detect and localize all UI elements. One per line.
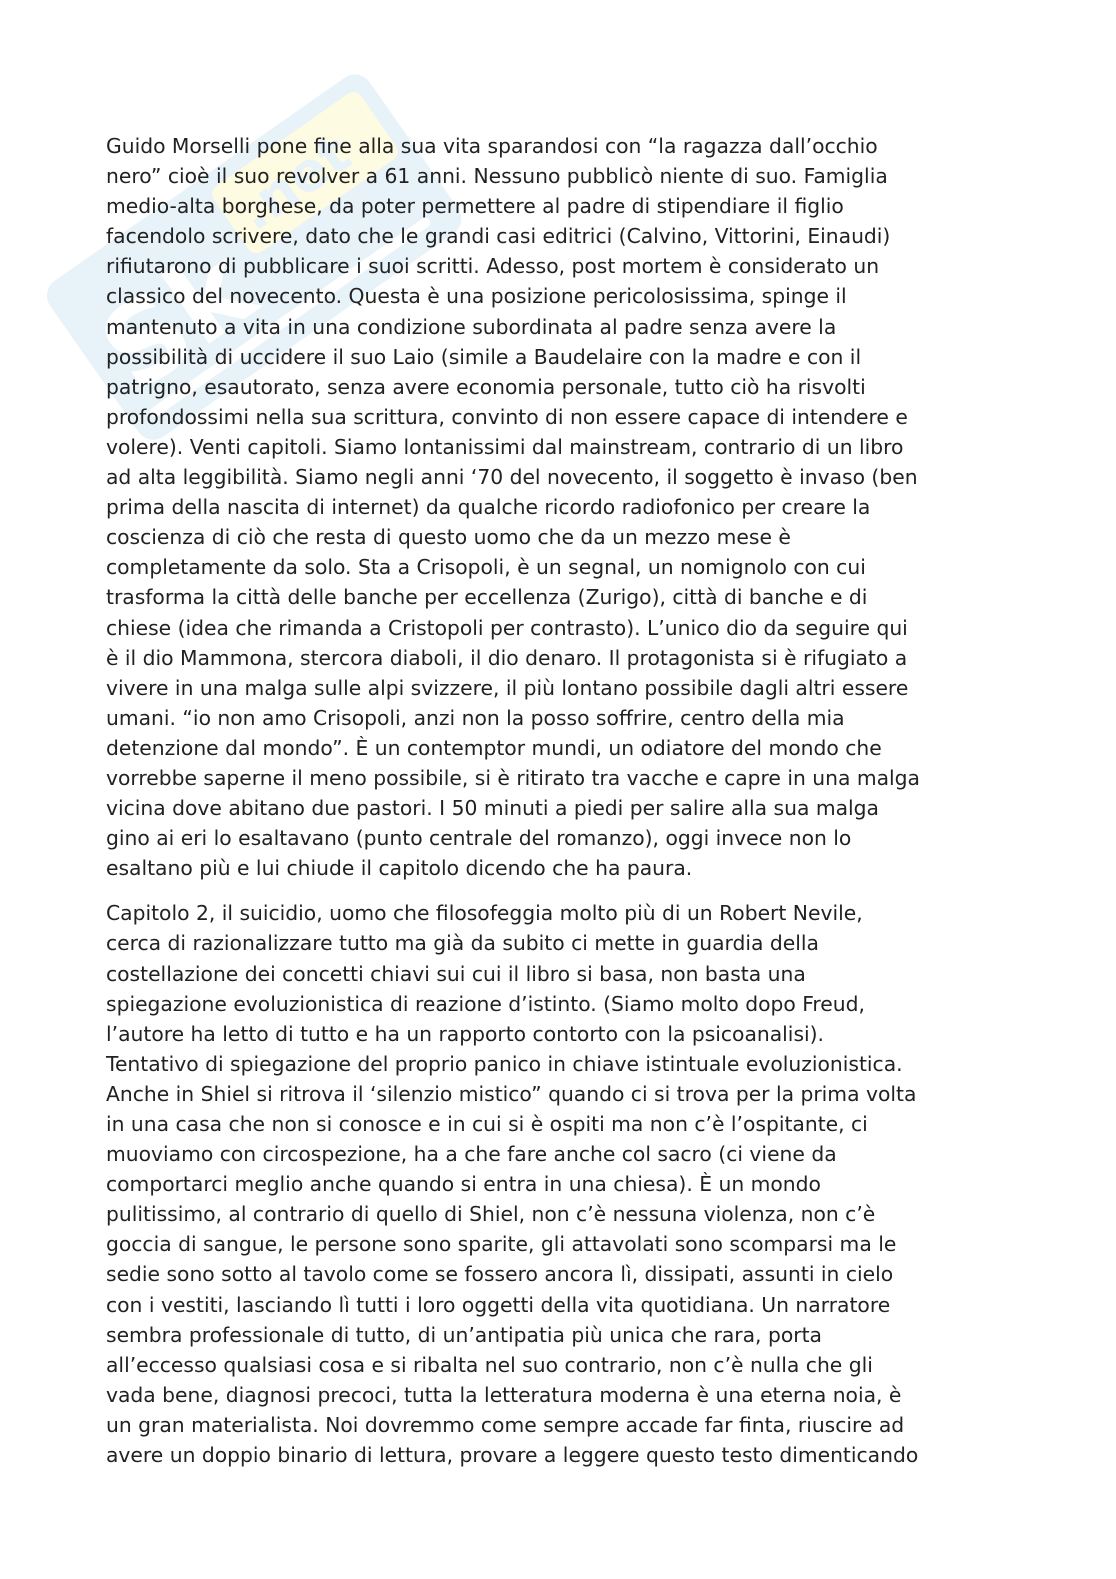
text-line: vada bene, diagnosi precoci, tutta la letteratura moderna è una eterna noia, è [106, 1382, 902, 1407]
text-line: cerca di razionalizzare tutto ma già da subito ci mette in guardia della [106, 931, 819, 956]
text-line: classico del novecento. Questa è una posizione pericolosissima, spinge il [106, 284, 847, 309]
text-line: goccia di sangue, le persone sono sparite, gli attavolati sono scomparsi ma le [106, 1232, 897, 1257]
text-line: medio-alta borghese, da poter permettere al padre di stipendiare il figlio [106, 194, 844, 219]
svg-text:.net: .net [226, 121, 362, 243]
text-line: muoviamo con circospezione, ha a che fare anche col sacro (ci viene da [106, 1142, 837, 1167]
text-line: vicina dove abitano due pastori. I 50 minuti a piedi per salire alla sua malga [106, 796, 879, 821]
text-line: umani. “io non amo Crisopoli, anzi non la posso soffrire, centro della mia [106, 705, 845, 730]
text-line: Guido Morselli pone fine alla sua vita sparandosi con “la ragazza dall’occhio [106, 134, 878, 158]
text-line: detenzione dal mondo”. È un contemptor mundi, un odiatore del mondo che [106, 735, 882, 760]
text-line: è il dio Mammona, stercora diaboli, il dio denaro. Il protagonista si è rifugiato a [106, 645, 908, 670]
text-line: vivere in una malga sulle alpi svizzere, il più lontano possibile dagli altri essere [106, 675, 909, 700]
text-line: coscienza di ciò che resta di questo uomo che da un mezzo mese è [106, 525, 791, 550]
text-line: Anche in Shiel si ritrova il ‘silenzio mistico” quando ci si trova per la prima volta [106, 1081, 917, 1106]
text-line: chiese (idea che rimanda a Cristopoli per contrasto). L’unico dio da seguire qui [106, 615, 908, 640]
text-line: Capitolo 2, il suicidio, uomo che filosofeggia molto più di un Robert Nevile, [106, 901, 863, 926]
text-line: avere un doppio binario di lettura, provare a leggere questo testo dimenticando [106, 1443, 919, 1468]
text-line: mantenuto a vita in una condizione subordinata al padre senza avere la [106, 314, 837, 339]
text-line: profondossimi nella sua scrittura, convinto di non essere capace di intendere e [106, 404, 908, 429]
paragraph-1 [106, 131, 1006, 883]
text-line: sembra professionale di tutto, di un’antipatia più unica che rara, porta [106, 1322, 822, 1347]
text-line: vorrebbe saperne il meno possibile, si è ritirato tra vacche e capre in una malga [106, 765, 920, 790]
text-line: volere). Venti capitoli. Siamo lontanissimi dal mainstream, contrario di un libro [106, 434, 904, 459]
text-line: spiegazione evoluzionistica di reazione d’istinto. (Siamo molto dopo Freud, [106, 991, 865, 1016]
text-line: esaltano più e lui chiude il capitolo dicendo che ha paura. [106, 856, 693, 881]
document-text [106, 131, 1006, 1470]
text-line: comportarci meglio anche quando si entra in una chiesa). È un mondo [106, 1172, 821, 1197]
text-line: Tentativo di spiegazione del proprio panico in chiave istintuale evoluzionistica. [106, 1051, 903, 1076]
text-line: in una casa che non si conosce e in cui si è ospiti ma non c’è l’ospitante, ci [106, 1112, 868, 1136]
text-line: un gran materialista. Noi dovremmo come sempre accade far finta, riuscire ad [106, 1412, 905, 1437]
text-line: gino ai eri lo esaltavano (punto centrale del romanzo), oggi invece non lo [106, 826, 852, 851]
text-line: facendolo scrivere, dato che le grandi casi editrici (Calvino, Vittorini, Einaudi) [106, 224, 891, 249]
paragraph-spacer [106, 883, 1006, 898]
text-line: completamente da solo. Sta a Crisopoli, è un segnal, un nomignolo con cui [106, 555, 866, 580]
text-line: nero” cioè il suo revolver a 61 anni. Nessuno pubblicò niente di suo. Famiglia [106, 164, 888, 189]
text-line: l’autore ha letto di tutto e ha un rapporto contorto con la psicoanalisi). [106, 1021, 825, 1046]
text-line: prima della nascita di internet) da qualche ricordo radiofonico per creare la [106, 495, 871, 520]
text-line: con i vestiti, lasciando lì tutti i loro oggetti della vita quotidiana. Un narratore [106, 1292, 891, 1317]
text-line: trasforma la città delle banche per eccellenza (Zurigo), città di banche e di [106, 585, 868, 610]
text-line: sedie sono sotto al tavolo come se fossero ancora lì, dissipati, assunti in cielo [106, 1262, 894, 1287]
text-line: all’eccesso qualsiasi cosa e si ribalta nel suo contrario, non c’è nulla che gli [106, 1352, 873, 1377]
text-line: rifiutarono di pubblicare i suoi scritti. Adesso, post mortem è considerato un [106, 254, 880, 279]
text-line: possibilità di uccidere il suo Laio (simile a Baudelaire con la madre e con il [106, 344, 862, 369]
paragraph-2 [106, 898, 1006, 1470]
text-line: patrigno, esautorato, senza avere economia personale, tutto ciò ha risvolti [106, 374, 866, 399]
text-line: ad alta leggibilità. Siamo negli anni ‘70 del novecento, il soggetto è invaso (ben [106, 465, 918, 490]
text-line: pulitissimo, al contrario di quello di Shiel, non c’è nessuna violenza, non c’è [106, 1202, 876, 1227]
svg-text:Sk: Sk [78, 223, 277, 416]
text-line: costellazione dei concetti chiavi sui cui il libro si basa, non basta una [106, 961, 806, 986]
